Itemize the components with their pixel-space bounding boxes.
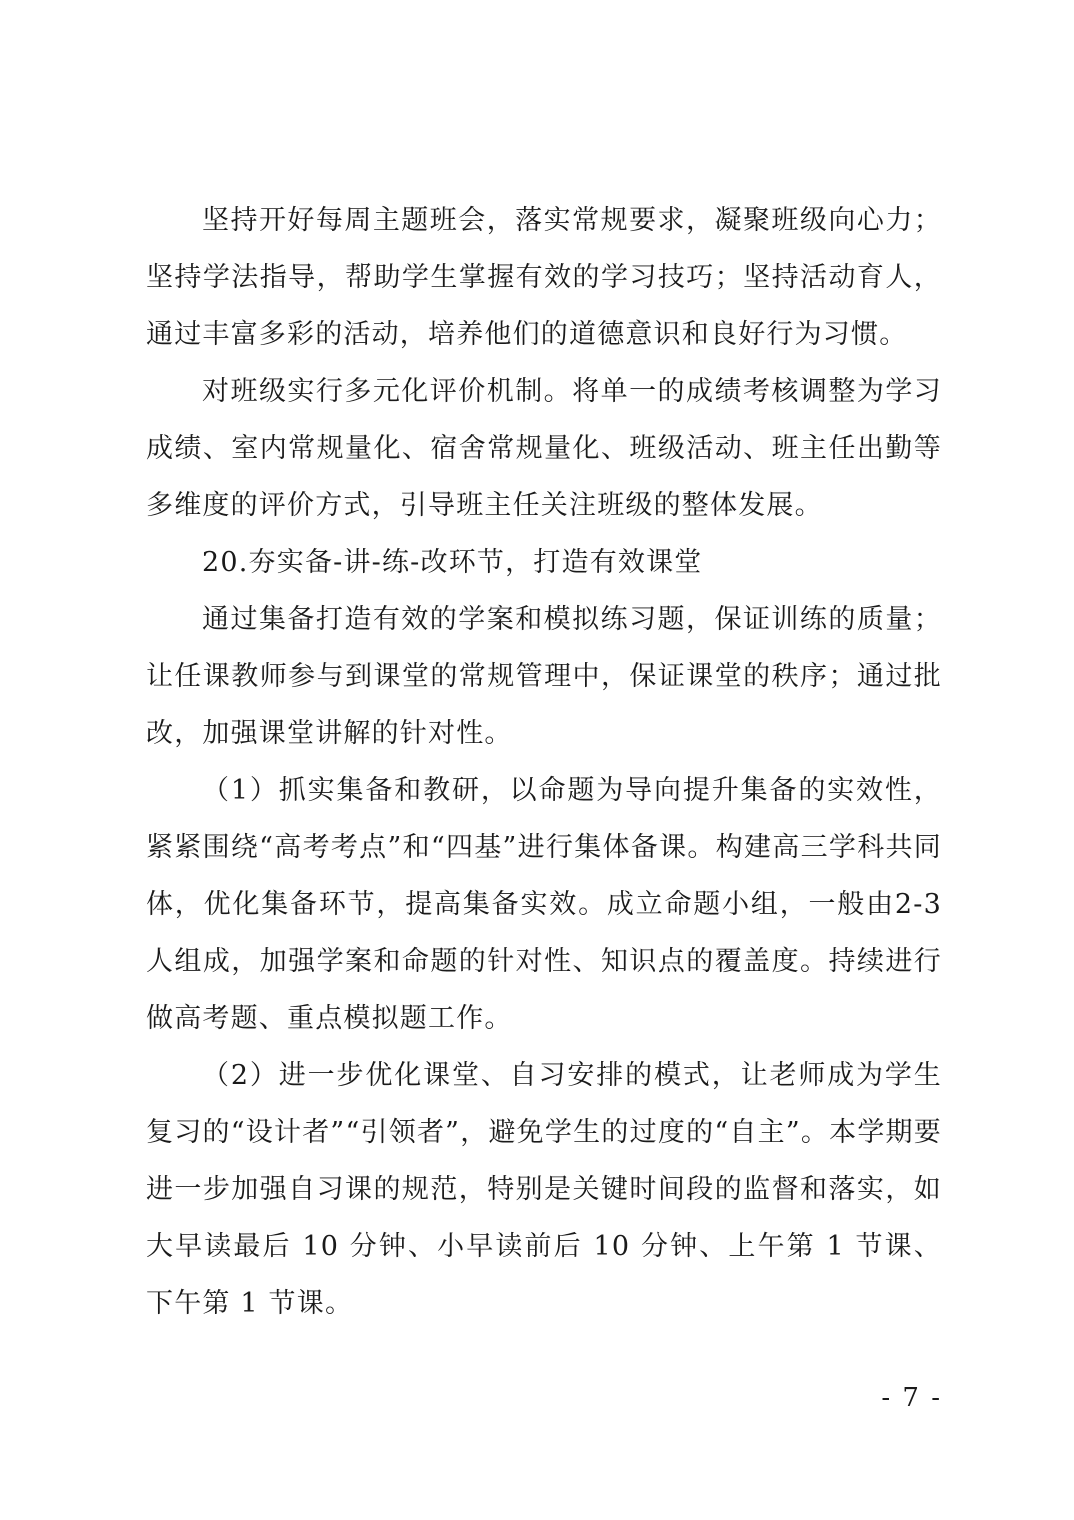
paragraph-collective-preparation: 通过集备打造有效的学案和模拟练习题，保证训练的质量；让任课教师参与到课堂的常规管理中，保证课堂的秩序；通过批改，加强课堂讲解的针对性。: [146, 604, 942, 749]
paragraph-item-1: （1）抓实集备和教研，以命题为导向提升集备的实效性，紧紧围绕“高考考点”和“四基”进行集体备课。构建高三学科共同体，优化集备环节，提高集备实效。成立命题小组，一般由2-3 人组成，加强学案和命题的针对性、知识点的覆盖度。持续进行做高考题、重点模拟题工作。: [146, 775, 942, 1034]
paragraph-evaluation-mechanism: 对班级实行多元化评价机制。将单一的成绩考核调整为学习成绩、室内常规量化、宿舍常规量化、班级活动、班主任出勤等多维度的评价方式，引导班主任关注班级的整体发展。: [146, 376, 942, 521]
page-number: - 7 -: [881, 1383, 942, 1413]
paragraph-item-2: （2）进一步优化课堂、自习安排的模式，让老师成为学生复习的“设计者”“引领者”，避免学生的过度的“自主”。本学期要进一步加强自习课的规范，特别是关键时间段的监督和落实，如大早读最后 10 分钟、小早读前后 10 分钟、上午第 1 节课、下午第 1 节课。: [146, 1060, 942, 1319]
section-heading-20: 20.夯实备-讲-练-改环节，打造有效课堂: [202, 547, 703, 578]
paragraph-class-meetings: 坚持开好每周主题班会，落实常规要求，凝聚班级向心力；坚持学法指导，帮助学生掌握有效的学习技巧；坚持活动育人，通过丰富多彩的活动，培养他们的道德意识和良好行为习惯。: [146, 205, 942, 350]
document-body: [146, 192, 942, 1332]
